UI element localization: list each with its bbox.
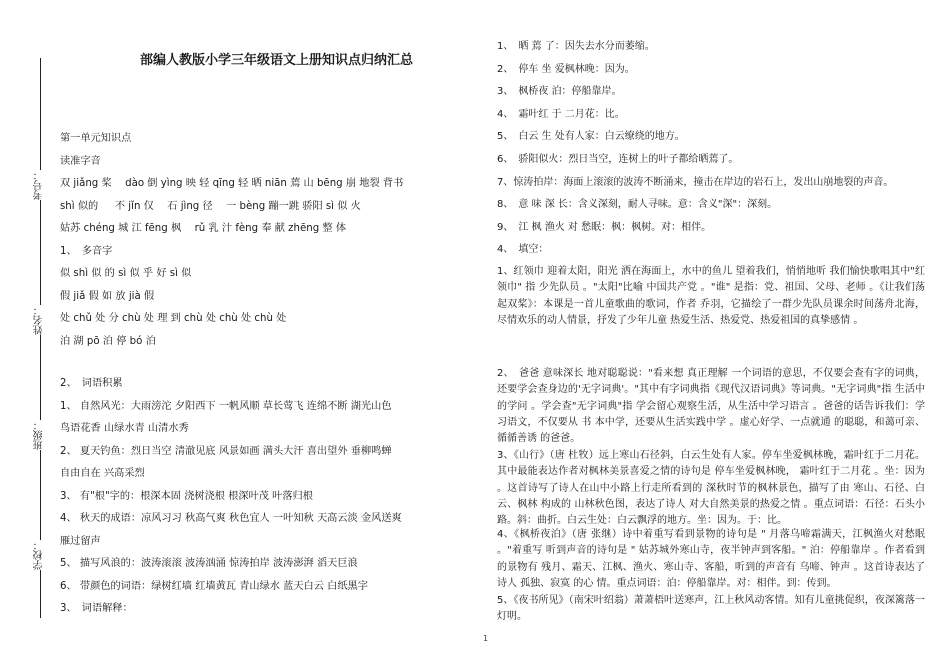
- text-line: 姑苏 chéng 城 江 fēng 枫 rǔ 乳 汁 fèng 奉 献 zhēng 整 体: [60, 223, 347, 234]
- text-line: 自由自在 兴高采烈: [60, 468, 145, 479]
- text-line: 4、 填空：: [497, 244, 549, 256]
- text-line: 读准字音: [60, 155, 101, 167]
- text-line: 1、 多音字: [60, 245, 113, 257]
- paragraph: 4、《枫桥夜泊》（唐 张继）诗中着重写看到景物的诗句是 " 月落乌啼霜满天，江枫渔火对愁眠 。"着重写 听到声音的诗句是 " 姑苏城外寒山寺，夜半钟声到客船。" 泊：停船靠岸 。作者看到的景物有 残月、霜天、江枫、渔火、寒山寺、客船，听到的声音有 乌啼、钟声 。这首诗表达了诗人 孤独、寂寞 的心 情。重点词语：泊：停船靠岸。对：相伴。到：传到。: [497, 529, 925, 589]
- school-field: 学校：: [33, 540, 49, 570]
- text-line: 处 chǔ 处 分 chù 处 理 到 chù 处 chù 处 chù 处: [60, 313, 287, 324]
- blank-line: [60, 353, 468, 373]
- paragraph: 1、红领巾 迎着太阳，阳光 洒在海面上，水中的鱼儿 望着我们，悄悄地听 我们愉快歌唱其中"红领巾" 指 少先队员 。"太阳"比喻 中国共产党 。"谁" 是指：党、祖国、父母、老师 。《让我们荡起双桨》：本课是一首儿童歌曲的歌词，作者 乔羽，它描绘了一群少先队员课余时间荡舟北海，尽情欢乐的动人情景，抒发了少年儿童 热爱生活、热爱党、热爱祖国的真挚感情 。: [497, 266, 925, 326]
- left-text-lines: [60, 128, 468, 621]
- text-line: 6、 骄阳似火：烈日当空，连树上的叶子都给晒蔫了。: [497, 153, 739, 165]
- text-line: 第一单元知识点: [60, 133, 132, 144]
- exam-number-field: 考号：: [33, 170, 49, 200]
- text-line: 泊 湖 pō 泊 停 bó 泊: [60, 335, 156, 347]
- text-line: 5、 白云 生 处有人家：白云缭绕的地方。: [497, 131, 685, 143]
- right-text-lines: [497, 36, 925, 262]
- paragraph: 3、《山行》（唐 杜牧）远上寒山石径斜，白云生处有人家。停车坐爱枫林晚，霜叶红于二月花。 其中最能表达作者对枫林美景喜爱之情的诗句是 停车坐爱枫林晚， 霜叶红于二月花 。坐：因为 。这首诗写了诗人在山中小路上行走所看到的 深秋时节的枫林景色，描写了由 寒山、石径、白云、枫林 构成的 山林秋色图，表达了诗人 对大自然美景的热爱之情 。重点词语：石径：石头小路。斜：曲折。白云生处：白云飘浮的地方。坐：因为。于：比。: [497, 450, 925, 527]
- text-line: 雁过留声: [60, 535, 101, 547]
- text-line: 8、 意 味 深 长：含义深刻，耐人寻味。意：含义"深"：深刻。: [497, 199, 778, 211]
- text-line: shì 似的 不 jǐn 仅 石 jìng 径 一 bèng 蹦一跳 骄阳 sì 似 火: [60, 200, 361, 212]
- class-field: 班级：: [33, 420, 49, 450]
- text-line: 6、 带颜色的词语：绿树红墙 红墙黄瓦 青山绿水 蓝天白云 白纸黑字: [60, 580, 368, 592]
- left-column: [60, 0, 468, 671]
- text-line: 2、 停车 坐 爱枫林晚：因为。: [497, 63, 635, 75]
- right-column: [497, 0, 925, 671]
- text-line: 5、 描写风浪的：波涛滚滚 波涛汹涌 惊涛拍岸 波涛澎湃 滔天巨浪: [60, 558, 358, 569]
- text-line: 1、 晒 蔫 了：因失去水分而萎缩。: [497, 41, 655, 52]
- text-line: 3、 枫桥夜 泊：停船靠岸。: [497, 86, 622, 98]
- text-line: 假 jiǎ 假 如 放 jià 假: [60, 290, 155, 302]
- text-line: 2、 夏天钓鱼：烈日当空 清澈见底 风景如画 满头大汗 喜出望外 垂柳鸣蝉: [60, 445, 392, 457]
- paragraph: 5、《夜书所见》（南宋叶绍翁）萧萧梧叶送寒声，江上秋风动客情。知有儿童挑促织，夜深篱落一灯明。: [497, 595, 925, 623]
- text-line: 似 shì 似 的 sì 似 乎 好 sì 似: [60, 268, 192, 279]
- text-line: 7、惊涛拍岸：海面上滚滚的波涛不断涌来，撞击在岸边的岩石上，发出山崩地裂的声音。: [497, 176, 894, 188]
- binding-line: [40, 58, 41, 618]
- text-line: 鸟语花香 山绿水青 山清水秀: [60, 423, 189, 434]
- page-number: 1: [483, 634, 489, 643]
- text-line: 3、 词语解释：: [60, 603, 133, 614]
- name-field: 姓名：: [33, 305, 49, 335]
- text-line: 双 jiǎng 桨 dào 倒 yìng 映 轻 qīng 轻 晒 niān 蔫 山 bēng 崩 地裂 背书: [60, 178, 404, 189]
- text-line: 2、 词语积累: [60, 378, 123, 389]
- document-title: 部编人教版小学三年级语文上册知识点归纳汇总: [140, 53, 414, 68]
- text-line: 4、 秋天的成语：凉风习习 秋高气爽 秋色宜人 一叶知秋 天高云淡 金风送爽: [60, 513, 402, 524]
- text-line: 9、 江 枫 渔火 对 愁眠：枫：枫树。对：相伴。: [497, 221, 712, 233]
- text-line: 4、 霜叶红 于 二月花：比。: [497, 108, 625, 120]
- paragraph: 2、 爸爸 意味深长 地对聪聪说："看来想 真正理解 一个词语的意思，不仅要会查有字的词典，还要学会查身边的'无字词典'。"其中有字词典指《现代汉语词典》等词典。"无字词典"指 生活中的学问 。学会查"无字词典"指 学会留心观察生活，从生活中学习语言 。爸爸的话告诉我们：学习语文，不仅要从 书 本中学，还要从生活实践中学 。虚心好学、一点就通 的聪聪，和蔼可亲、循循善诱 的爸爸。: [497, 368, 925, 445]
- text-line: 1、 自然风光：大雨滂沱 夕阳西下 一帆风顺 草长莺飞 连绵不断 湖光山色: [60, 400, 392, 412]
- text-line: 3、 有"根"字的：根深本固 浇树浇根 根深叶茂 叶落归根: [60, 490, 313, 502]
